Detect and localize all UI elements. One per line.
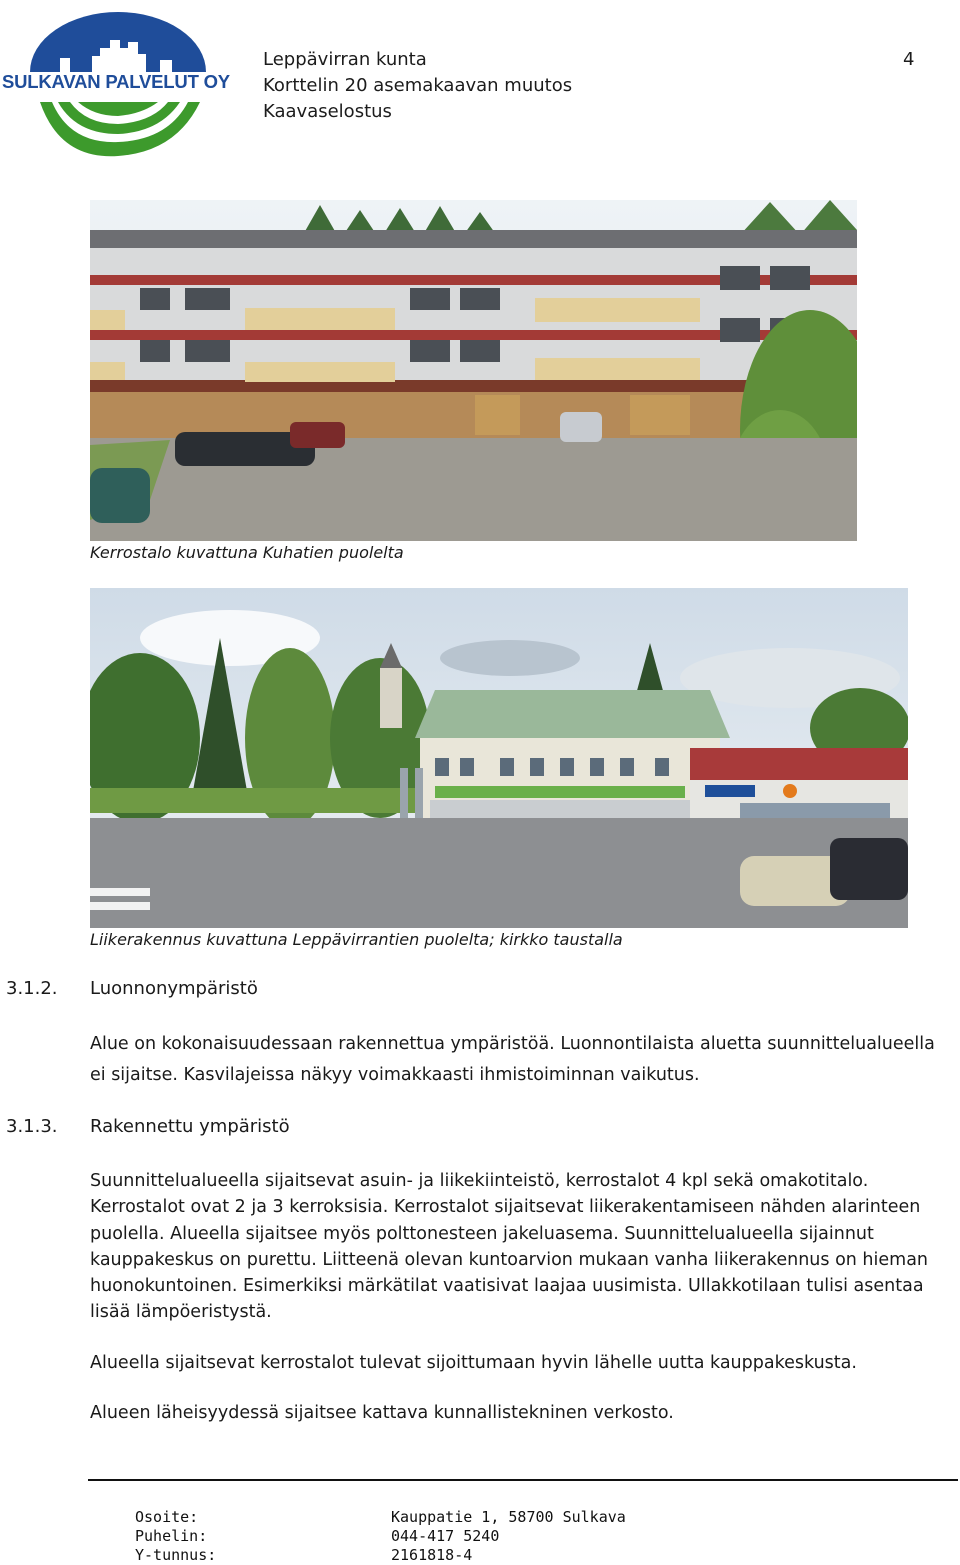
commercial-building-photo-icon bbox=[90, 588, 908, 928]
paragraph: Alueen läheisyydessä sijaitsee kattava kunnallistekninen verkosto. bbox=[90, 1403, 674, 1423]
section-312-body bbox=[90, 1029, 950, 1091]
paragraph: Alueella sijaitsevat kerrostalot tulevat sijoittumaan hyvin lähelle uutta kauppakeskusta. bbox=[90, 1353, 857, 1373]
logo-text: SULKAVAN PALVELUT OY bbox=[2, 71, 230, 92]
section-number-313: 3.1.3. bbox=[6, 1116, 58, 1137]
page-number: 4 bbox=[903, 49, 915, 70]
footer-labels bbox=[135, 1508, 216, 1565]
footer-id-value: 2161818-4 bbox=[391, 1546, 473, 1564]
footer-phone-value: 044-417 5240 bbox=[391, 1527, 500, 1545]
header-document-type: Kaavaselostus bbox=[263, 101, 392, 122]
section-313-body-3 bbox=[90, 1400, 952, 1426]
paragraph: Alue on kokonaisuudessaan rakennettua ympäristöä. Luonnontilaista aluetta suunnittelualueella ei sijaitse. Kasvilajeissa näkyy voimakkaasti ihmistoiminnan vaikutus. bbox=[90, 1034, 935, 1085]
apartment-building-photo-icon bbox=[90, 200, 857, 541]
footer-values bbox=[391, 1508, 626, 1565]
footer-phone-label: Puhelin: bbox=[135, 1527, 208, 1545]
photo-caption-1: Kerrostalo kuvattuna Kuhatien puolelta bbox=[90, 543, 404, 562]
paragraph: Suunnittelualueella sijaitsevat asuin- ja liikekiinteistö, kerrostalot 4 kpl sekä omakotitalo. Kerrostalot ovat 2 ja 3 kerroksisia. Kerrostalot sijaitsevat liikerakentamiseen nähden alarinteen puolella. Alueella sijaitsee myös polttonesteen jakeluasema. Suunnittelualueella sijainnut kauppakeskus on purettu. Liitteenä olevan kuntoarvion mukaan vanha liikerakennus on hieman huonokuntoinen. Esimerkiksi märkätilat vaatisivat laajaa uusimista. Ullakkotilaan tulisi asentaa lisää lämpöeristystä. bbox=[90, 1171, 929, 1323]
section-title-natural-environment: Luonnonympäristö bbox=[90, 978, 258, 999]
footer-address-label: Osoite: bbox=[135, 1508, 199, 1526]
header-municipality: Leppävirran kunta bbox=[263, 49, 427, 70]
company-logo bbox=[0, 10, 240, 160]
footer-address-value: Kauppatie 1, 58700 Sulkava bbox=[391, 1508, 626, 1526]
footer-id-label: Y-tunnus: bbox=[135, 1546, 217, 1564]
commercial-building-photo bbox=[90, 588, 908, 928]
section-313-body-2 bbox=[90, 1350, 952, 1376]
photo-caption-2: Liikerakennus kuvattuna Leppävirrantien puolelta; kirkko taustalla bbox=[90, 930, 623, 949]
header-block bbox=[263, 47, 683, 125]
footer-divider bbox=[88, 1479, 958, 1481]
header-plan-title: Korttelin 20 asemakaavan muutos bbox=[263, 75, 573, 96]
section-title-built-environment: Rakennettu ympäristö bbox=[90, 1116, 290, 1137]
section-313-body bbox=[90, 1168, 952, 1326]
apartment-building-photo bbox=[90, 200, 857, 541]
section-number-312: 3.1.2. bbox=[6, 978, 58, 999]
